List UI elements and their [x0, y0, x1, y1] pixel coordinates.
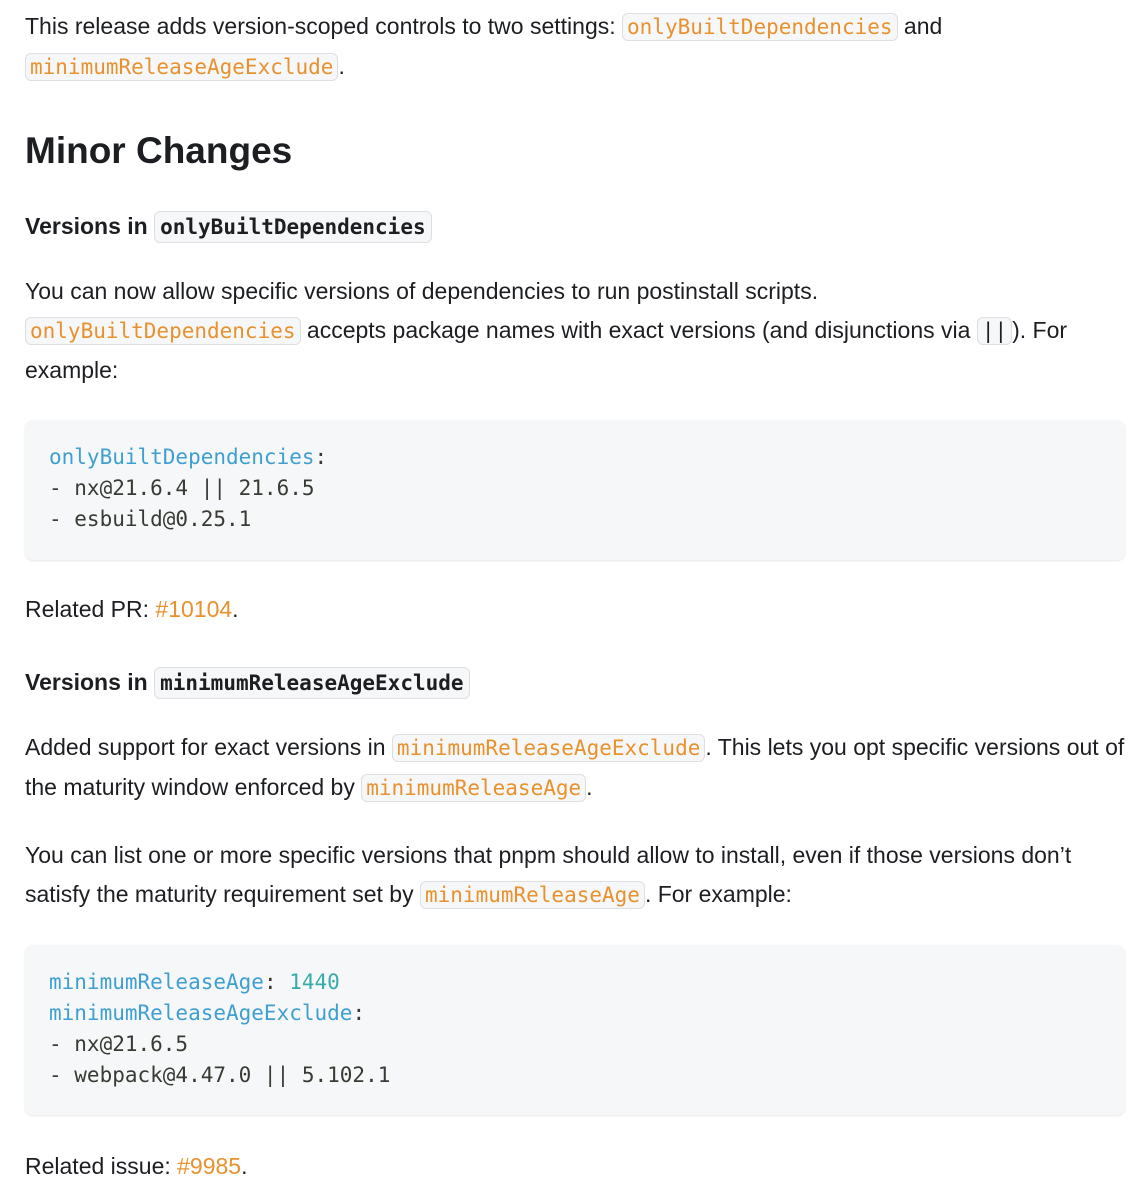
- section-heading-min-release: [25, 665, 470, 700]
- code-number: 1440: [289, 970, 340, 994]
- code-line: [49, 442, 1101, 473]
- section2-paragraph-1: [25, 728, 1125, 808]
- code-line: [49, 998, 1101, 1029]
- related-issue: [25, 1147, 1125, 1186]
- code-line: - webpack@4.47.0 || 5.102.1: [49, 1063, 391, 1087]
- related-issue-end: .: [241, 1153, 248, 1179]
- section2-text-end: .: [586, 774, 593, 800]
- code-colon: :: [263, 970, 290, 994]
- inline-code-min-release-age-2: minimumReleaseAge: [420, 881, 645, 909]
- code-key: minimumReleaseAgeExclude: [49, 1001, 353, 1025]
- section-heading-code: minimumReleaseAgeExclude: [154, 667, 469, 699]
- section-heading-only-built: [25, 209, 432, 244]
- code-key: onlyBuiltDependencies: [49, 445, 315, 469]
- section2-text-2-end: . For example:: [644, 881, 792, 907]
- section1-text-mid: accepts package names with exact versions (and disjunctions via: [300, 317, 977, 343]
- section2-text: Added support for exact versions in: [25, 734, 392, 760]
- section1-text-end: ). For example:: [25, 317, 1068, 383]
- section2-paragraph-2: [25, 836, 1125, 915]
- section1-paragraph: [25, 272, 1125, 390]
- related-pr-link[interactable]: #10104: [155, 596, 233, 622]
- intro-period: .: [338, 53, 345, 79]
- intro-text-and: and: [897, 13, 943, 39]
- page-heading: Minor Changes: [25, 130, 293, 171]
- inline-code-only-built-2: onlyBuiltDependencies: [25, 317, 301, 345]
- section-heading-code: onlyBuiltDependencies: [154, 211, 432, 243]
- related-pr: [25, 590, 1125, 629]
- inline-code-disjunction: ||: [977, 317, 1012, 345]
- related-pr-label: Related PR:: [25, 596, 156, 622]
- section2-text-mid: . This lets you opt specific versions out of the maturity window enforced by: [25, 734, 1125, 800]
- code-line: [49, 967, 1101, 998]
- code-block-only-built[interactable]: [25, 420, 1125, 560]
- related-issue-label: Related issue:: [25, 1153, 178, 1179]
- intro-paragraph: [25, 7, 1125, 87]
- section1-text: You can now allow specific versions of dependencies to run postinstall scripts.: [25, 278, 819, 304]
- code-line: - nx@21.6.4 || 21.6.5: [49, 476, 315, 500]
- inline-code-only-built: onlyBuiltDependencies: [622, 13, 898, 41]
- related-pr-end: .: [232, 596, 239, 622]
- code-key: minimumReleaseAge: [49, 970, 264, 994]
- inline-code-min-release-age: minimumReleaseAge: [361, 774, 586, 802]
- code-colon: :: [314, 445, 328, 469]
- inline-code-min-release-exclude: minimumReleaseAgeExclude: [25, 53, 338, 81]
- code-colon: :: [352, 1001, 366, 1025]
- section2-text-2: You can list one or more specific versions that pnpm should allow to install, even if those versions don’t satisfy the maturity requirement set by: [25, 842, 1072, 907]
- code-block-min-release[interactable]: [25, 945, 1125, 1115]
- code-line: - esbuild@0.25.1: [49, 507, 252, 531]
- related-issue-link[interactable]: #9985: [177, 1153, 242, 1179]
- code-line: - nx@21.6.5: [49, 1032, 189, 1056]
- intro-text: This release adds version-scoped controls to two settings:: [25, 13, 623, 39]
- inline-code-min-release-exclude-2: minimumReleaseAgeExclude: [392, 734, 705, 762]
- section-heading-prefix: Versions in: [25, 669, 155, 695]
- section-heading-prefix: Versions in: [25, 213, 155, 239]
